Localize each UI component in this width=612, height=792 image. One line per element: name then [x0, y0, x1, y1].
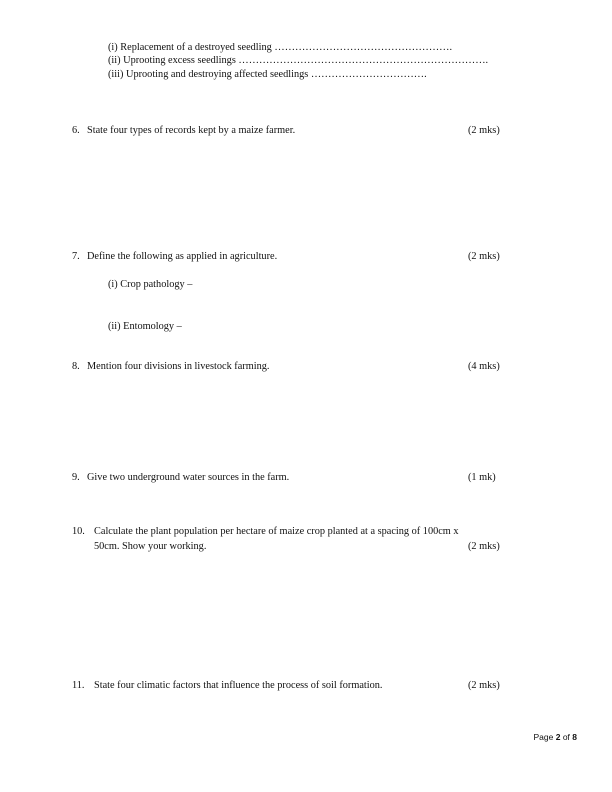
sub-item: (iii) Uprooting and destroying affected seedlings …………………………….	[108, 69, 427, 80]
question-marks: (2 mks)	[468, 251, 500, 262]
question-part: (ii) Entomology –	[108, 321, 182, 332]
total-pages: 8	[572, 732, 577, 742]
question-marks: (2 mks)	[468, 541, 500, 552]
question-text: Calculate the plant population per hectare of maize crop planted at a spacing of 100cm x	[94, 526, 459, 537]
question-marks: (4 mks)	[468, 361, 500, 372]
question-marks: (2 mks)	[468, 680, 500, 691]
page-separator: of	[560, 732, 573, 742]
page-label: Page	[533, 732, 556, 742]
sub-item: (i) Replacement of a destroyed seedling …………………………………………….	[108, 42, 453, 53]
question-number: 9.	[72, 472, 80, 483]
question-text-continued: 50cm. Show your working.	[94, 541, 207, 552]
question-number: 8.	[72, 361, 80, 372]
sub-item: (ii) Uprooting excess seedlings ……………………………………………………………….	[108, 55, 489, 66]
question-text: Give two underground water sources in the farm.	[87, 472, 290, 483]
question-number: 6.	[72, 125, 80, 136]
question-part: (i) Crop pathology –	[108, 279, 193, 290]
question-text: State four types of records kept by a maize farmer.	[87, 125, 296, 136]
question-number: 7.	[72, 251, 80, 262]
question-text: Define the following as applied in agriculture.	[87, 251, 278, 262]
question-text: Mention four divisions in livestock farming.	[87, 361, 270, 372]
question-number: 10.	[72, 526, 85, 537]
question-marks: (1 mk)	[468, 472, 496, 483]
page-number	[534, 732, 578, 742]
question-number: 11.	[72, 680, 85, 691]
question-text: State four climatic factors that influence the process of soil formation.	[94, 680, 383, 691]
question-marks: (2 mks)	[468, 125, 500, 136]
current-page: 2	[555, 732, 561, 742]
